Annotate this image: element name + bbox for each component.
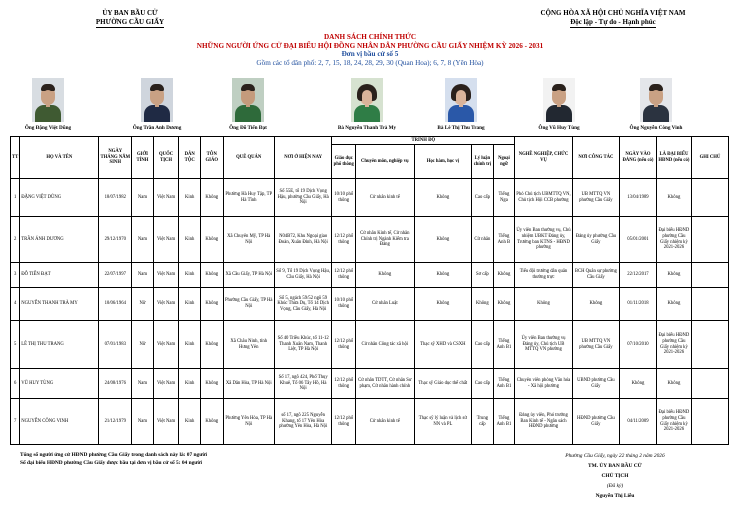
portrait-image [640, 78, 672, 122]
th-party: NGÀY VÀO ĐẢNG (nếu có) [619, 137, 656, 179]
cell-nationality: Việt Nam [153, 399, 179, 445]
candidate-photo [517, 78, 601, 132]
cell-workplace: UB MTTQ VN phường Cầu Giấy [572, 179, 619, 217]
cell-tt: 3 [11, 263, 20, 288]
cell-workplace: HĐND phường Cầu Giấy [572, 399, 619, 445]
photo-caption: Ông Vũ Huy Tùng [538, 125, 580, 131]
portrait-image [351, 78, 383, 122]
cell-general: 12/12 phổ thông [332, 399, 356, 445]
cell-workplace: Đảng ủy phường Cầu Giấy [572, 217, 619, 263]
cell-nationality: Việt Nam [153, 217, 179, 263]
th-nationality: QUỐC TỊCH [153, 137, 179, 179]
candidate-photo [325, 78, 409, 132]
table-row [11, 369, 729, 399]
cell-religion: Không [200, 321, 223, 369]
cell-tt: 6 [11, 369, 20, 399]
cell-hometown: Phường Hà Huy Tập, TP Hà Tĩnh [223, 179, 274, 217]
cell-note [691, 321, 728, 369]
cell-ethnicity: Kinh [179, 179, 201, 217]
cell-general: 12/12 phổ thông [332, 321, 356, 369]
th-note: GHI CHÚ [691, 137, 728, 179]
cell-political: Không [472, 288, 494, 321]
th-religion: TÔN GIÁO [200, 137, 223, 179]
candidate-photo [206, 78, 290, 132]
cell-nationality: Việt Nam [153, 263, 179, 288]
cell-residence: N04B72, Khu Ngoại giao Đoàn, Xuân Đỉnh, Hà Nội [274, 217, 332, 263]
title-line4: Gồm các tổ dân phố: 2, 7, 15, 18, 24, 28, 29, 30 (Quan Hoa); 6, 7, 8 (Yên Hòa) [256, 58, 484, 67]
cell-sex: Nam [132, 179, 154, 217]
cell-professional: Cử nhân Kinh tế, Cử nhân Chính trị Ngành Kiểm tra Đảng [356, 217, 415, 263]
cell-religion: Không [200, 263, 223, 288]
cell-ethnicity: Kinh [179, 369, 201, 399]
th-hometown: QUÊ QUÁN [223, 137, 274, 179]
signature-status: (Đã ký) [606, 483, 624, 489]
cell-hometown: Xã Dân Hòa, TP Hà Nội [223, 369, 274, 399]
candidate-photo [115, 78, 199, 132]
cell-hometown: Xã Châu Ninh, tỉnh Hưng Yên [223, 321, 274, 369]
cell-religion: Không [200, 369, 223, 399]
table-row [11, 288, 729, 321]
cell-note [691, 369, 728, 399]
cell-delegate: Đại biểu HĐND phường Cầu Giấy nhiệm kỳ 2021-2026 [656, 321, 691, 369]
cell-sex: Nam [132, 263, 154, 288]
cell-delegate: Không [656, 179, 691, 217]
cell-workplace: Không [572, 288, 619, 321]
cell-dob: 07/01/1983 [99, 321, 132, 369]
th-sex: GIỚI TÍNH [132, 137, 154, 179]
cell-language: Tiếng Anh B1 [493, 369, 515, 399]
cell-delegate: Đại biểu HĐND phường Cầu Giấy nhiệm kỳ 2021-2026 [656, 217, 691, 263]
header-right-line2: Độc lập - Tự do - Hạnh phúc [570, 18, 656, 26]
cell-party: 05/01/2001 [619, 217, 656, 263]
cell-ethnicity: Kinh [179, 263, 201, 288]
header-left-line1: ỦY BAN BẦU CỬ [102, 9, 158, 17]
cell-occupation: Phó Chủ tịch UBMTTQ VN, Chủ tịch Hội CCB phường [515, 179, 573, 217]
cell-occupation: Chuyên viên phòng Văn hóa - Xã hội phường [515, 369, 573, 399]
cell-occupation: Tiểu đội trưởng dân quân thường trực [515, 263, 573, 288]
portrait-image [141, 78, 173, 122]
cell-occupation: Không [515, 288, 573, 321]
cell-party: 13/04/1989 [619, 179, 656, 217]
cell-occupation: Đảng ủy viên, Phó trưởng Ban Kinh tế - Ngân sách HĐND phường [515, 399, 573, 445]
cell-residence: Số 40 Triều Khúc, tổ 11-12 Thanh Xuân Nam, Thanh Liệt, TP Hà Nội [274, 321, 332, 369]
cell-professional: Không [356, 263, 415, 288]
cell-tt: 4 [11, 288, 20, 321]
cell-language: Tiếng Nga [493, 179, 515, 217]
candidate-photo [6, 78, 90, 132]
cell-religion: Không [200, 179, 223, 217]
cell-delegate: Không [656, 263, 691, 288]
cell-note [691, 263, 728, 288]
cell-hometown: Xã Chuyên Mỹ, TP Hà Nội [223, 217, 274, 263]
title-line2: NHỮNG NGƯỜI ỨNG CỬ ĐẠI BIỂU HỘI ĐỒNG NHÂN DÂN PHƯỜNG CẦU GIẤY NHIỆM KỲ 2026 - 2031 [196, 41, 544, 50]
signature-date: Phường Cầu Giấy, ngày 22 tháng 2 năm 2026 [565, 453, 665, 459]
th-tt: TT [11, 137, 20, 179]
cell-tt: 2 [11, 217, 20, 263]
photo-caption: Ông Đặng Việt Dũng [24, 125, 72, 131]
portrait-image [232, 78, 264, 122]
document-title [0, 33, 740, 67]
th-professional: Chuyên môn, nghiệp vụ [356, 145, 415, 179]
table-row [11, 217, 729, 263]
cell-sex: Nam [132, 369, 154, 399]
candidate-table [10, 136, 729, 445]
cell-political: Trung cấp [472, 399, 494, 445]
cell-party: Không [619, 369, 656, 399]
photo-caption: Bà Nguyễn Thanh Trà My [337, 125, 397, 131]
th-workplace: NƠI CÔNG TÁC [572, 137, 619, 179]
candidate-photos [0, 78, 740, 136]
cell-sex: Nam [132, 399, 154, 445]
cell-note [691, 217, 728, 263]
cell-workplace: UBND phường Cầu Giấy [572, 369, 619, 399]
table-row [11, 399, 729, 445]
cell-tt: 7 [11, 399, 20, 445]
th-language: Ngoại ngữ [493, 145, 515, 179]
th-dob: NGÀY THÁNG NĂM SINH [99, 137, 132, 179]
cell-delegate: Không [656, 369, 691, 399]
cell-nationality: Việt Nam [153, 288, 179, 321]
cell-name: LÊ THỊ THU TRANG [20, 321, 99, 369]
cell-sex: Nữ [132, 321, 154, 369]
cell-occupation: Ủy viên Ban thường vụ Đảng ủy, Chủ tịch UB MTTQ VN phường [515, 321, 573, 369]
cell-residence: Số 9, Tổ 19 Dịch Vọng Hậu, Cầu Giấy, Hà Nội [274, 263, 332, 288]
cell-workplace: UB MTTQ VN phường Cầu Giấy [572, 321, 619, 369]
photo-caption: Ông Trần Anh Dương [132, 125, 182, 131]
cell-party: 01/11/2018 [619, 288, 656, 321]
cell-dob: 10/06/1964 [99, 288, 132, 321]
cell-political: Cao cấp [472, 179, 494, 217]
candidate-photo [419, 78, 503, 132]
th-political: Lý luận chính trị [472, 145, 494, 179]
cell-tt: 5 [11, 321, 20, 369]
th-education-group: TRÌNH ĐỘ [332, 137, 515, 145]
signature-block [540, 451, 690, 501]
cell-religion: Không [200, 288, 223, 321]
th-ethnicity: DÂN TỘC [179, 137, 201, 179]
cell-political: Cử nhân [472, 217, 494, 263]
cell-party: 22/12/2017 [619, 263, 656, 288]
footer-summary [20, 451, 207, 467]
table-row [11, 321, 729, 369]
cell-sex: Nam [132, 217, 154, 263]
cell-general: 12/12 phổ thông [332, 263, 356, 288]
cell-name: ĐẶNG VIỆT DŨNG [20, 179, 99, 217]
cell-language: Tiếng Anh B [493, 217, 515, 263]
cell-dob: 24/08/1976 [99, 369, 132, 399]
cell-hometown: Phường Yên Hòa, TP Hà Nội [223, 399, 274, 445]
th-name: HỌ VÀ TÊN [20, 137, 99, 179]
photo-caption: Ông Đỗ Tiến Đạt [229, 125, 267, 131]
cell-language: Tiếng Anh B1 [493, 399, 515, 445]
cell-nationality: Việt Nam [153, 179, 179, 217]
cell-degree: Thạc sỹ XHD và CSXH [414, 321, 472, 369]
cell-general: 12/12 phổ thông [332, 369, 356, 399]
cell-professional: Cử nhân Luật [356, 288, 415, 321]
cell-name: NGUYỄN CÔNG VINH [20, 399, 99, 445]
cell-hometown: Phường Cầu Giấy, TP Hà Nội [223, 288, 274, 321]
cell-residence: số 17, ngõ 225 Nguyễn Khang, tổ 17 Yên Hòa phường Yên Hòa, Hà Nội [274, 399, 332, 445]
cell-language: Không [493, 288, 515, 321]
cell-degree: Thạc sỹ Giáo dục thể chất [414, 369, 472, 399]
table-row [11, 263, 729, 288]
cell-general: 12/12 phổ thông [332, 217, 356, 263]
cell-party: 04/11/2009 [619, 399, 656, 445]
cell-political: Cao cấp [472, 321, 494, 369]
cell-nationality: Việt Nam [153, 369, 179, 399]
footer-elected: Số đại biểu HĐND phường Cầu Giấy được bầu tại đơn vị bầu cử số 5: 04 người [20, 460, 202, 466]
cell-degree: Không [414, 217, 472, 263]
header-left [40, 9, 220, 28]
signature-org: TM. ỦY BAN BẦU CỬ [588, 463, 642, 469]
cell-delegate: Không [656, 288, 691, 321]
signature-position: CHỦ TỊCH [601, 473, 629, 479]
cell-note [691, 288, 728, 321]
cell-ethnicity: Kinh [179, 321, 201, 369]
cell-residence: Số 55E, tổ 19 Dịch Vọng Hậu, phường Cầu Giấy, Hà Nội [274, 179, 332, 217]
th-residence: NƠI Ở HIỆN NAY [274, 137, 332, 179]
cell-tt: 1 [11, 179, 20, 217]
cell-residence: Số 5, ngách 59/52 ngõ 59 Khúc Thừa Dụ, Tổ 14 Dịch Vọng, Cầu Giấy, Hà Nội [274, 288, 332, 321]
cell-delegate: Đại biểu HĐND phường Cầu Giấy nhiệm kỳ 2021-2026 [656, 399, 691, 445]
candidate-photo [614, 78, 698, 132]
cell-dob: 29/12/1970 [99, 217, 132, 263]
cell-name: NGUYỄN THANH TRÀ MY [20, 288, 99, 321]
cell-religion: Không [200, 217, 223, 263]
portrait-image [32, 78, 64, 122]
cell-religion: Không [200, 399, 223, 445]
cell-degree: Thạc sỹ lý luận và lịch sử NN và PL [414, 399, 472, 445]
header-right-line1: CỘNG HÒA XÃ HỘI CHỦ NGHĨA VIỆT NAM [540, 9, 686, 17]
cell-general: 10/10 phổ thông [332, 288, 356, 321]
cell-degree: Không [414, 288, 472, 321]
th-general: Giáo dục phổ thông [332, 145, 356, 179]
cell-professional: Cử nhân kinh tế [356, 399, 415, 445]
cell-ethnicity: Kinh [179, 288, 201, 321]
cell-occupation: Ủy viên Ban thường vụ, Chủ nhiệm UBKT Đảng ủy, Trưởng ban KTNS - HĐND phường [515, 217, 573, 263]
cell-name: VŨ HUY TÙNG [20, 369, 99, 399]
cell-name: TRẦN ÁNH DƯƠNG [20, 217, 99, 263]
th-degree: Học hàm, học vị [414, 145, 472, 179]
cell-residence: Số 17, ngõ 424, Phố Thụy Khuê, Tổ 06 Tây Hồ, Hà Nội [274, 369, 332, 399]
table-row [11, 179, 729, 217]
title-line1: DANH SÁCH CHÍNH THỨC [323, 33, 417, 41]
cell-ethnicity: Kinh [179, 399, 201, 445]
cell-note [691, 399, 728, 445]
cell-hometown: Xã Cầu Giấy, TP Hà Nội [223, 263, 274, 288]
cell-language: Tiếng Anh B1 [493, 321, 515, 369]
cell-degree: Không [414, 263, 472, 288]
th-occupation: NGHỀ NGHIỆP, CHỨC VỤ [515, 137, 573, 179]
cell-dob: 18/07/1982 [99, 179, 132, 217]
signer-name: Nguyễn Thị Liễu [595, 493, 635, 499]
table-body [11, 179, 729, 445]
cell-sex: Nữ [132, 288, 154, 321]
footer-total: Tổng số người ứng cử HĐND phường Cầu Giấy trong danh sách này là: 07 người [20, 452, 207, 458]
cell-note [691, 179, 728, 217]
cell-nationality: Việt Nam [153, 321, 179, 369]
cell-party: 07/10/2010 [619, 321, 656, 369]
cell-degree: Không [414, 179, 472, 217]
cell-ethnicity: Kinh [179, 217, 201, 263]
header-left-line2: PHƯỜNG CẦU GIẤY [95, 18, 165, 26]
cell-political: Sơ cấp [472, 263, 494, 288]
th-delegate: LÀ ĐẠI BIỂU HĐND (nếu có) [656, 137, 691, 179]
cell-dob: 21/12/1979 [99, 399, 132, 445]
header-right [498, 9, 728, 28]
photo-caption: Bà Lê Thị Thu Trang [437, 125, 485, 131]
cell-name: ĐỖ TIẾN ĐẠT [20, 263, 99, 288]
photo-caption: Ông Nguyễn Công Vinh [629, 125, 683, 131]
title-line3: Đơn vị bầu cử số 5 [341, 50, 399, 59]
cell-political: Cao cấp [472, 369, 494, 399]
cell-workplace: BCH Quân sự phường Cầu Giấy [572, 263, 619, 288]
cell-professional: Cử nhân kinh tế [356, 179, 415, 217]
cell-general: 10/10 phổ thông [332, 179, 356, 217]
cell-professional: Cử nhân Công tác xã hội [356, 321, 415, 369]
portrait-image [445, 78, 477, 122]
cell-dob: 22/07/1997 [99, 263, 132, 288]
cell-professional: Cử nhân TDTT, Cử nhân Sư phạm, Cử nhân hành chính [356, 369, 415, 399]
portrait-image [543, 78, 575, 122]
cell-language: Không [493, 263, 515, 288]
